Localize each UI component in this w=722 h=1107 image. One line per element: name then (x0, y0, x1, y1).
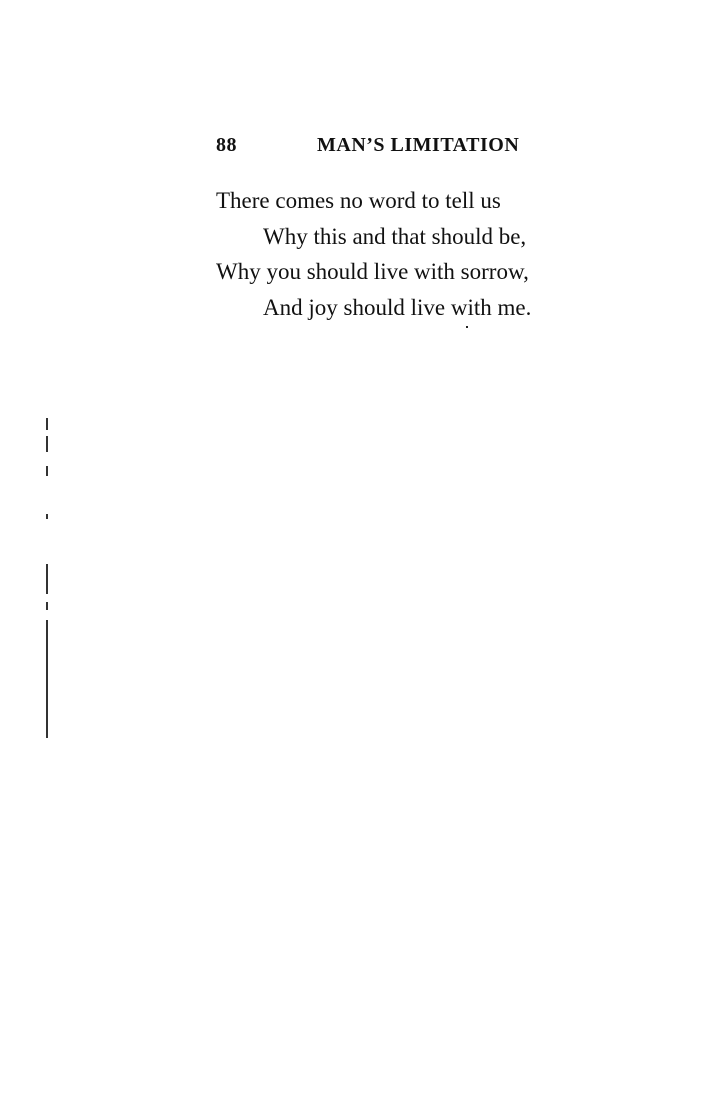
poem-line: Why you should live with sorrow, (216, 259, 529, 284)
scan-margin-mark (46, 620, 48, 738)
scan-margin-mark (46, 466, 48, 476)
scan-speck (466, 326, 468, 328)
poem-line: There comes no word to tell us (216, 188, 501, 213)
poem-line: Why this and that should be, (263, 223, 527, 249)
scan-margin-mark (46, 514, 48, 519)
poem-stanza (216, 183, 596, 325)
running-title: MAN’S LIMITATION (317, 134, 520, 156)
scan-margin-mark (46, 602, 48, 610)
scan-margin-mark (46, 418, 48, 430)
scan-margin-mark (46, 436, 48, 452)
scan-margin-mark (46, 564, 48, 594)
page-header (216, 134, 546, 160)
poem-line: And joy should live with me. (263, 294, 532, 320)
page-number: 88 (216, 134, 237, 156)
